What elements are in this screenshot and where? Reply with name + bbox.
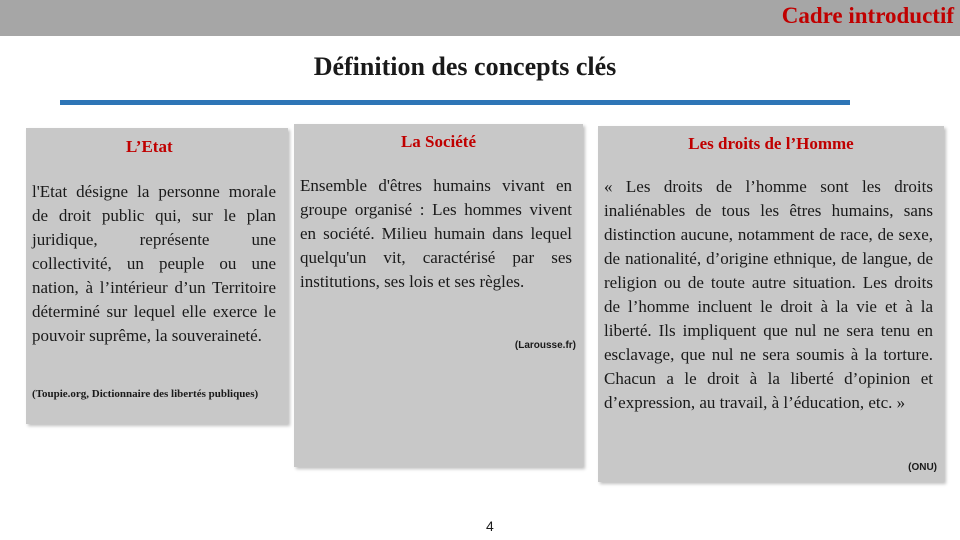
concept-heading-droits-homme: Les droits de l’Homme [688,134,854,153]
concept-box-etat [26,128,288,424]
concept-definition-etat: l'Etat désigne la personne morale de droit public qui, sur le plan juridique, représente une collectivité, un peuple ou une nation, à l’intérieur d’un Territoire déterminé sur lequel elle exerce le pouvoir suprême, la souveraineté. [32,182,276,345]
concept-box-societe [294,124,583,467]
source-citation-etat: (Toupie.org, Dictionnaire des libertés publiques) [32,388,259,400]
source-citation-droits-homme: (ONU) [908,462,937,473]
concept-box-droits-homme [598,126,944,482]
concept-definition-droits-homme: « Les droits de l’homme sont les droits inaliénables de tous les êtres humains, sans distinction aucune, notamment de race, de sexe, de nationalité, d’origine ethnique, de langue, de religion ou de toute autre situation. Les droits de l’homme incluent le droit à la vie et à la liberté. Ils impliquent que nul ne sera tenu en esclavage, que nul ne sera soumis à la torture. Chacun a le droit à la liberté d’opinion et d’expression, au travail, à l’éducation, etc. » [604,177,933,412]
concept-heading-societe: La Société [400,132,477,151]
section-title: Cadre introductif [781,3,954,28]
concept-definition-societe: Ensemble d'êtres humains vivant en groupe organisé : Les hommes vivent en société. Milieu humain dans lequel quelqu'un vit, caractérisé par ses institutions, ses lois et ses règles. [300,176,572,291]
title-underline [60,100,850,105]
page-number: 4 [486,518,494,534]
source-citation-societe: (Larousse.fr) [514,340,576,351]
concept-heading-etat: L’Etat [126,137,173,156]
header-bar [0,0,960,36]
slide-title: Définition des concepts clés [313,52,617,81]
